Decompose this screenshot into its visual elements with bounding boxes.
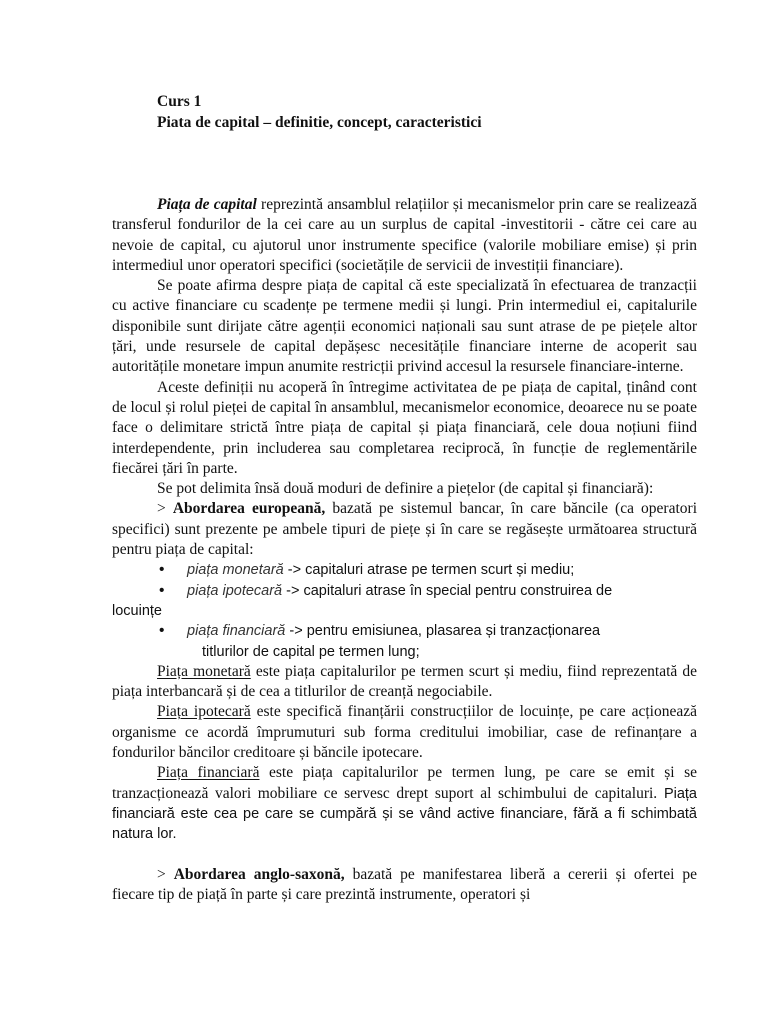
paragraph-definition: Piața de capital reprezintă ansamblul relațiilor și mecanismelor prin care se realizează transferul fondurilor de la cei care au un surplus de capital -investitorii - către cei care au nevoie de capital, cu ajutorul unor instrumente specifice (valorile mobiliare emise) și prin intermediul unor operatori specifici (societățile de servicii de investiții financiare). xyxy=(112,196,698,274)
bullet-piata-monetara: • piața monetară -> capitaluri atrase pe termen scurt și mediu; xyxy=(112,560,697,580)
paragraph-two-approaches: Se pot delimita însă două moduri de definire a piețelor (de capital și financiară): xyxy=(157,480,654,498)
page-title: Piata de capital – definitie, concept, caracteristici xyxy=(157,114,482,131)
bullet-icon: • xyxy=(159,622,165,640)
term-piata-financiara: Piața financiară xyxy=(157,764,260,782)
european-approach-label: Abordarea europeană, xyxy=(172,500,326,518)
paragraph-definitions-scope: Aceste definiții nu acoperă în întregime activitatea de pe piața de capital, ținând cont de locul și rolul pieței de capital în ansamblul, mecanismelor economice, deoarece nu se poate face o delimitare strictă între piața de capital și piața financiară, cele doua noțiuni fiind interdependente, prin includerea sau completarea reciprocă, în funcție de reglementările fiecărei țări în parte. xyxy=(112,378,697,477)
bullet-wrap-line: locuințe xyxy=(112,602,162,619)
paragraph-specialization: Se poate afirma despre piața de capital că este specializată în efectuarea de tranzacții cu active financiare cu scadențe pe termene medii și lungi. Prin intermediul ei, capitalurile disponibile sunt dirijate către agenții economici naționali sau sunt atrase de pe piețele altor țări, unde resursele de capital depășesc necesitățile financiare interne de acoperit sau autoritățile monetare impun anumite restricții privind accesul la resursele financiare-interne. xyxy=(112,277,697,376)
heading xyxy=(157,91,482,133)
term-piata-monetara: Piața monetară xyxy=(157,662,251,680)
bullet-icon: • xyxy=(159,561,165,579)
paragraph-piata-monetara: Piața monetară este piața capitalurilor pe termen scurt și mediu, fiind reprezentată de piața interbancară și de cea a titlurilor de creanță negociabile. xyxy=(112,662,697,701)
bullet-wrap-line: titlurilor de capital pe termen lung; xyxy=(202,643,420,660)
paragraph-piata-financiara: Piața financiară este piața capitalurilor pe termen lung, pe care se emit și se tranzacționează valori mobiliare ce servesc drept suport al schimbului de capitaluri. Piața financiară este cea pe care se cumpără și se vând active financiare, fără a fi schimbată natura lor. xyxy=(112,764,698,843)
paragraph-piata-ipotecara: Piața ipotecară este specifică finanțării construcțiilor de locuințe, pe care acționează organisme ce acordă împrumuturi sub forma creditului imobiliar, case de refinanțare a fondurilor băncilor creditoare și băncile ipotecare. xyxy=(112,703,697,762)
course-number: Curs 1 xyxy=(157,93,202,110)
paragraph-anglo-saxon-approach: > Abordarea anglo-saxonă, bazată pe manifestarea liberă a cererii și ofertei pe fiecare tip de piață în parte și care prezintă instrumente, operatori și xyxy=(112,865,697,903)
anglo-saxon-approach-label: Abordarea anglo-saxonă, xyxy=(173,865,345,883)
spacer xyxy=(112,845,697,865)
bullet-piata-ipotecara: • piața ipotecară -> capitaluri atrase în special pentru construirea de xyxy=(112,581,697,601)
term-piata-ipotecara: Piața ipotecară xyxy=(157,703,251,721)
document-body xyxy=(112,195,697,905)
bullet-icon: • xyxy=(159,581,165,599)
bullet-piata-financiara: • piața financiară -> pentru emisiunea, plasarea și tranzacționarea xyxy=(112,621,697,641)
paragraph-european-approach: > Abordarea europeană, bazată pe sistemul bancar, în care băncile (ca operatori specifici) sunt prezente pe ambele tipuri de piețe și în care se regăsește următoarea structură pentru piața de capital: xyxy=(112,500,697,559)
term-piata-de-capital: Piața de capital xyxy=(157,196,257,213)
